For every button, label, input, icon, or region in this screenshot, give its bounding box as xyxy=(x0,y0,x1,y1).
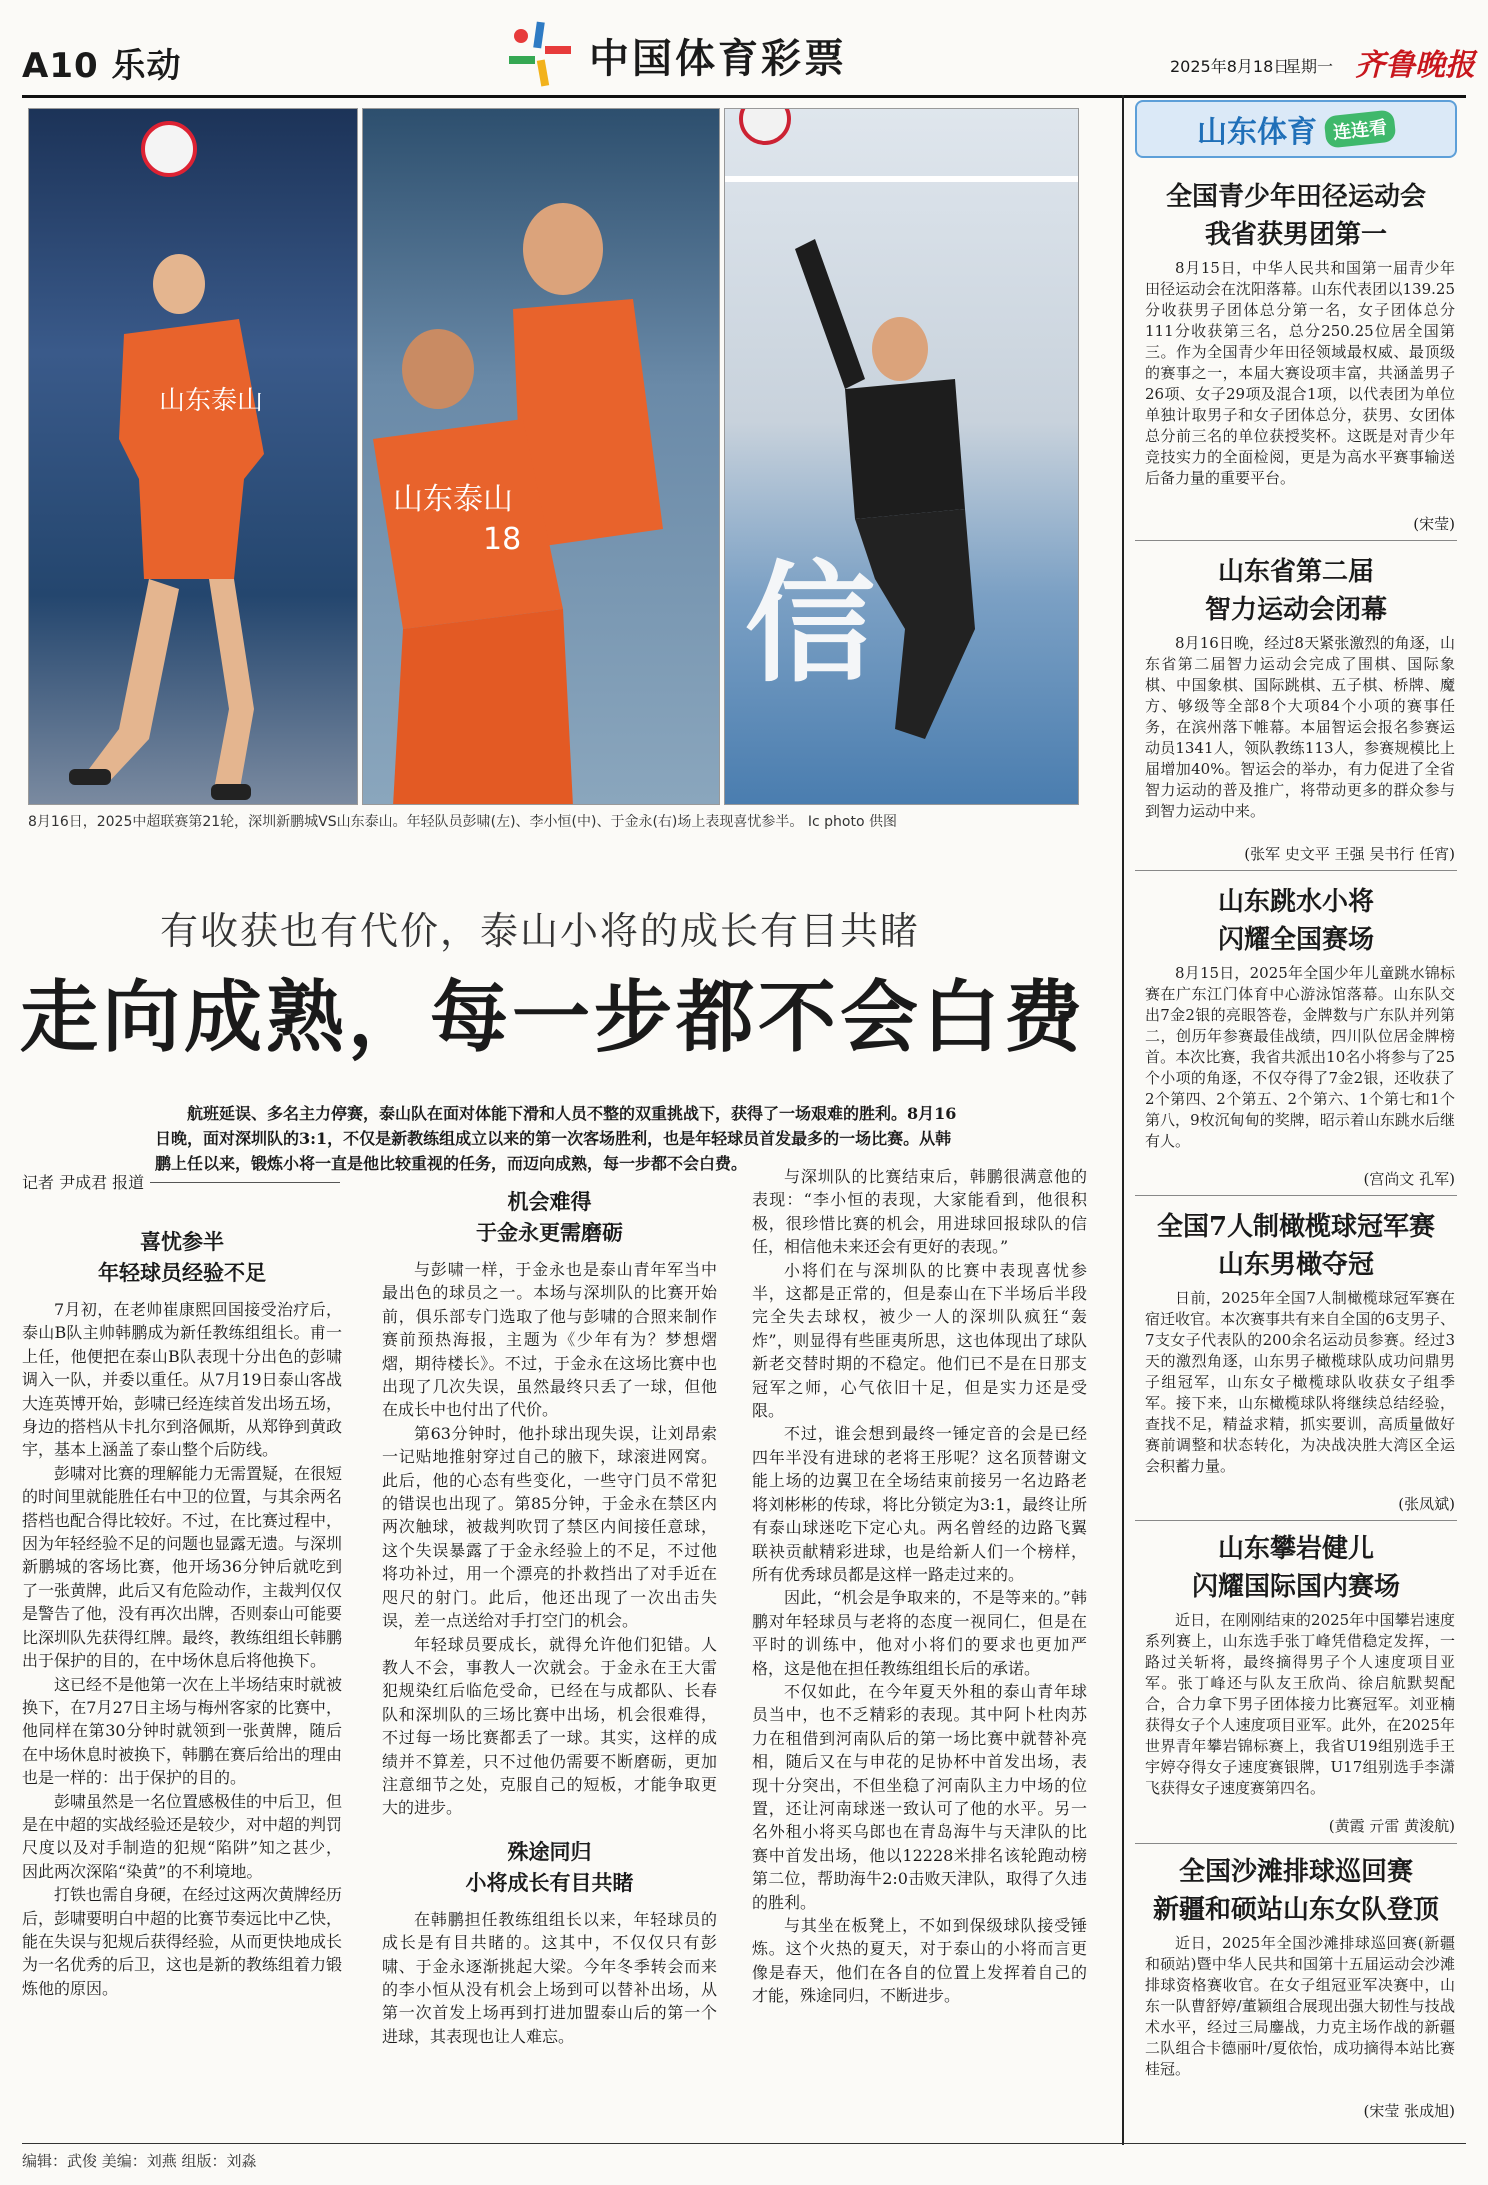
sidebar-item-body: 8月15日，2025年全国少年儿童跳水锦标赛在广东江门体育中心游泳馆落幕。山东队交出7金2银的亮眼答卷，金牌数与广东队并列第二，创历年参赛最佳战绩，四川队位居金牌榜首。本次比赛，我省共派出10名小将参与了25个小项的角逐，不仅夺得了7金2银，还收获了2个第四、2个第五、2个第六、1个第七和1个第八，9枚沉甸甸的奖牌，昭示着山东跳水后继有人。 xyxy=(1145,964,1455,1150)
paragraph: 不过，谁会想到最终一锤定音的会是已经四年半没有进球的老将王彤呢？这名顶替谢文能上场的边翼卫在全场结束前接另一名边路老将刘彬彬的传球，将比分锁定为3:1，最终让所有泰山球迷吃下定心丸。两名曾经的边路飞翼联袂贡献精彩进球，也是给新人们一个榜样，所有优秀球员都是这样一路走过来的。 xyxy=(752,1424,1087,1584)
headline-kicker: 有收获也有代价，泰山小将的成长有目共睹 xyxy=(160,909,921,953)
photo-li-xiaoheng xyxy=(362,108,720,805)
subheading-line: 于金永更需磨砺 xyxy=(476,1220,623,1245)
sidebar-item-body: 8月16日晚，经过8天紧张激烈的角逐，山东省第二届智力运动会完成了围棋、国际象棋、中国象棋、国际跳棋、五子棋、桥牌、魔方、够级等全部8个大项84个小项的赛事任务，在滨州落下帷幕。本届智运会报名参赛运动员1341人，领队教练113人，参赛规模比上届增加40%。智运会的举办，有力促进了全省智力运动的普及推广，将带动更多的群众参与到智力运动中来。 xyxy=(1145,634,1455,820)
paragraph: 不仅如此，在今年夏天外租的泰山青年球员当中，也不乏精彩的表现。其中阿卜杜肉苏力在租借到河南队后的第一场比赛中就替补亮相，随后又在与申花的足协杯中首发出场，表现十分突出，不但坐稳了河南队主力中场的位置，还让河南球迷一致认可了他的水平。另一名外租小将买乌郎也在青岛海牛与天津队的比赛中首发出场，他以12228米排名该轮跑动榜第二位，帮助海牛2:0击败天津队，取得了久违的胜利。 xyxy=(752,1681,1087,1912)
sidebar-item-title xyxy=(1135,1208,1457,1284)
photo-caption: 8月16日，2025中超联赛第21轮，深圳新鹏城VS山东泰山。年轻队员彭啸(左)、李小恒(中)、于金永(右)场上表现喜忧参半。 Ic photo 供图 xyxy=(28,814,897,830)
paragraph: 彭啸虽然是一名位置感极佳的中后卫，但是在中超的实战经验还是较少，对中超的判罚尺度以及对手制造的犯规“陷阱”知之甚少，因此两次深陷“染黄”的不利境地。 xyxy=(22,1791,343,1881)
title-line: 全国沙滩排球巡回赛 xyxy=(1178,1857,1413,1887)
stadium-board-text: 信 xyxy=(745,548,876,700)
subheading-line: 喜忧参半 xyxy=(140,1229,224,1254)
page-label: A10 乐动 xyxy=(22,46,182,86)
paragraph: 与深圳队的比赛结束后，韩鹏很满意他的表现：“李小恒的表现，大家能看到，他很积极，很珍惜比赛的机会，用进球回报球队的信任，相信他未来还会有更好的表现。” xyxy=(752,1167,1087,1257)
lottery-logo-icon xyxy=(505,20,575,90)
paragraph: 这已经不是他第一次在上半场结束时就被换下，在7月27日主场与梅州客家的比赛中，他同样在第30分钟时就领到一张黄牌，随后在中场休息时被换下，韩鹏在赛后给出的理由也是一样的：出于保护的目的。 xyxy=(22,1674,343,1788)
jersey-text: 山东泰山 xyxy=(159,386,264,416)
title-line: 我省获男团第一 xyxy=(1204,220,1387,250)
sidebar-item-title xyxy=(1135,1530,1457,1606)
sidebar-item-byline: (张凤斌) xyxy=(1398,1495,1455,1513)
sidebar-item-title xyxy=(1135,1853,1457,1929)
byline-rule xyxy=(150,1182,340,1183)
paragraph: 年轻球员要成长，就得允许他们犯错。人教人不会，事教人一次就会。于金永在王大雷犯规染红后临危受命，已经在与成都队、长春队和深圳队的三场比赛中出场，机会很难得，不过每一场比赛都丢了一球。其实，这样的成绩并不算差，只不过他仍需要不断磨砺，更加注意细节之处，克服自己的短板，才能争取更大的进步。 xyxy=(382,1634,717,1818)
editor-credits: 编辑：武俊 美编：刘燕 组版：刘淼 xyxy=(22,2152,257,2170)
sidebar-item-title xyxy=(1135,178,1457,254)
paragraph: 与彭啸一样，于金永也是泰山青年军当中最出色的球员之一。本场与深圳队的比赛开始前，俱乐部专门选取了他与彭啸的合照来制作赛前预热海报，主题为《少年有为？梦想熠熠，期待楼长》。不过，于金永在这场比赛中也出现了几次失误，虽然最终只丢了一球，但他在成长中也付出了代价。 xyxy=(382,1260,717,1420)
sidebar-item-byline: (张军 史文平 王强 吴书行 任宵) xyxy=(1244,845,1455,863)
title-line: 闪耀全国赛场 xyxy=(1217,925,1374,955)
title-line: 山东省第二届 xyxy=(1217,557,1374,587)
paragraph: 彭啸对比赛的理解能力无需置疑，在很短的时间里就能胜任右中卫的位置，与其余两名搭档也配合得比较好。不过，在比赛过程中，因为年轻经验不足的问题也显露无遗。与深圳新鹏城的客场比赛，他开场36分钟后就吃到了一张黄牌，此后又有危险动作，主裁判仅仅是警告了他，没有再次出牌，否则泰山可能要比深圳队先获得红牌。最终，教练组组长韩鹏出于保护的目的，在中场休息后将他换下。 xyxy=(22,1463,343,1671)
footer-rule xyxy=(22,2143,1466,2144)
sidebar-separator xyxy=(1135,1195,1457,1196)
subheading-line: 殊途同归 xyxy=(507,1838,592,1864)
sidebar-item-byline: (黄霞 亓雷 黄浚航) xyxy=(1328,1817,1455,1835)
title-line: 山东男橄夺冠 xyxy=(1217,1250,1374,1280)
paragraph: 与其坐在板凳上，不如到保级球队接受锤炼。这个火热的夏天，对于泰山的小将而言更像是春天，他们在各自的位置上发挥着自己的才能，殊途同归，不断进步。 xyxy=(752,1916,1087,2006)
subheading-line: 机会难得 xyxy=(507,1189,592,1214)
byline: 记者 尹成君 报道 xyxy=(22,1173,145,1192)
sidebar-separator xyxy=(1135,540,1457,541)
sidebar-banner-tag: 连连看 xyxy=(1324,109,1397,148)
title-line: 闪耀国际国内赛场 xyxy=(1191,1572,1400,1602)
subheading-line: 小将成长有目共睹 xyxy=(465,1869,634,1895)
issue-date: 2025年8月18日 xyxy=(1170,57,1290,76)
article-column-1 xyxy=(22,1220,342,2000)
sidebar-separator xyxy=(1135,1520,1457,1521)
article-column-3 xyxy=(752,1165,1087,2008)
subheading-line: 年轻球员经验不足 xyxy=(98,1260,266,1285)
sidebar-item-body: 近日，2025年全国沙滩排球巡回赛(新疆和硕站)暨中华人民共和国第十五届运动会沙滩排球资格赛收官。在女子组冠亚军决赛中，山东一队曹舒婷/董颖组合展现出强大韧性与技战术水平，经过三局鏖战，力克主场作战的新疆二队组合卡德丽叶/夏依怡，成功摘得本站比赛桂冠。 xyxy=(1145,1934,1455,2078)
title-line: 新疆和硕站山东女队登顶 xyxy=(1152,1895,1439,1925)
sidebar-divider xyxy=(1122,95,1124,2145)
jersey-number: 18 xyxy=(483,522,522,557)
article-column-2 xyxy=(382,1180,717,2048)
photo-peng-xiao xyxy=(28,108,358,805)
headline-main: 走向成熟，每一步都不会白费 xyxy=(20,972,1087,1063)
sidebar-item-body: 8月15日，中华人民共和国第一届青少年田径运动会在沈阳落幕。山东代表团以139.25分收获男子团体总分第一名，女子团体总分111分收获第三名，总分250.25位居全国第三。作为全国青少年田径领域最权威、最顶级的赛事之一，本届大赛设项丰富，共涵盖男子26项、女子29项及混合1项，以代表团为单位单独计取男子和女子团体总分，获男、女团体总分前三名的单位获授奖杯。这既是对青少年竞技实力的全面检阅，更是为高水平赛事输送后备力量的重要平台。 xyxy=(1145,259,1455,487)
title-line: 全国青少年田径运动会 xyxy=(1165,182,1426,212)
newspaper-logo: 齐鲁晚报 xyxy=(1355,48,1475,83)
sidebar-item-byline: (宫尚文 孔军) xyxy=(1363,1170,1455,1188)
sidebar-item-title xyxy=(1135,883,1457,959)
header-rule xyxy=(22,95,1466,98)
lottery-title: 中国体育彩票 xyxy=(589,35,847,82)
subheading xyxy=(382,1836,717,1898)
sidebar-banner-title: 山东体育 xyxy=(1197,115,1317,150)
sidebar-item-byline: (宋莹) xyxy=(1413,515,1455,533)
subheading xyxy=(382,1186,717,1248)
issue-weekday: 星期一 xyxy=(1285,57,1334,76)
lede: 航班延误、多名主力停赛，泰山队在面对体能下滑和人员不整的双重挑战下，获得了一场艰难的胜利。8月16日晚，面对深圳队的3:1，不仅是新教练组成立以来的第一次客场胜利，也是年轻球员首发最多的一场比赛。从韩鹏上任以来，锻炼小将一直是他比较重视的任务，而迈向成熟，每一步都不会白费。 xyxy=(155,1104,957,1173)
jersey-text: 山东泰山 xyxy=(393,482,513,517)
paragraph: 打铁也需自身硬，在经过这两次黄牌经历后，彭啸要明白中超的比赛节奏远比中乙快，能在失误与犯规后获得经验，从而更快地成长为一名优秀的后卫，这也是新的教练组着力锻炼他的原因。 xyxy=(22,1885,343,1998)
title-line: 山东跳水小将 xyxy=(1217,887,1374,917)
paragraph: 在韩鹏担任教练组组长以来，年轻球员的成长是有目共睹的。这其中，不仅仅只有彭啸、于金永逐渐挑起大梁。今年冬季转会而来的李小恒从没有机会上场到可以替补出场，从第一次首发上场再到打进加盟泰山后的第一个进球，其表现也让人难忘。 xyxy=(382,1909,717,2046)
title-line: 智力运动会闭幕 xyxy=(1204,595,1387,625)
sidebar-separator xyxy=(1135,870,1457,871)
photo-yu-jinyong xyxy=(724,108,1079,805)
title-line: 山东攀岩健儿 xyxy=(1217,1534,1374,1564)
title-line: 全国7人制橄榄球冠军赛 xyxy=(1156,1212,1436,1242)
paragraph: 第63分钟时，他扑球出现失误，让刘昂索一记贴地推射穿过自己的腋下，球滚进网窝。此后，他的心态有些变化，一些守门员不常犯的错误也出现了。第85分钟，于金永在禁区内两次触球，被裁判吹罚了禁区内间接任意球，这个失误暴露了于金永经验上的不足，不过他将功补过，用一个漂亮的扑救挡出了对手近在咫尺的射门。此后，他还出现了一次出击失误，差一点送给对手打空门的机会。 xyxy=(382,1423,717,1631)
paragraph: 7月初，在老帅崔康熙回国接受治疗后，泰山B队主帅韩鹏成为新任教练组组长。甫一上任，他便把在泰山B队表现十分出色的彭啸调入一队，并委以重任。从7月19日泰山客战大连英博开始，彭啸已经连续首发出场五场，身边的搭档从卡扎尔到洛佩斯，从郑铮到黄政宇，基本上涵盖了泰山整个后防线。 xyxy=(22,1300,343,1460)
sidebar-banner xyxy=(1135,100,1457,158)
sidebar-item-byline: (宋莹 张成旭) xyxy=(1363,2102,1455,2120)
sidebar-item-body: 日前，2025年全国7人制橄榄球冠军赛在宿迁收官。本次赛事共有来自全国的6支男子、7支女子代表队的200余名运动员参赛。经过3天的激烈角逐，山东男子橄榄球队成功问鼎男子组冠军，山东女子橄榄球队收获女子组季军。接下来，山东橄榄球队将继续总结经验，查找不足，精益求精，抓实要训，高质量做好赛前调整和状态转化，为决战决胜大湾区全运会积蓄力量。 xyxy=(1145,1289,1455,1475)
sidebar-separator xyxy=(1135,1843,1457,1844)
sidebar-item-body: 近日，在刚刚结束的2025年中国攀岩速度系列赛上，山东选手张丁峰凭借稳定发挥，一路过关斩将，最终摘得男子个人速度项目亚军。张丁峰还与队友王欣尚、徐启航默契配合，合力拿下男子团体接力比赛冠军。刘亚楠获得女子个人速度项目亚军。此外，在2025年世界青年攀岩锦标赛上，我省U19组别选手王宇婷夺得女子速度赛银牌，U17组别选手李潇飞获得女子速度赛第四名。 xyxy=(1145,1611,1455,1797)
sidebar-item-title xyxy=(1135,553,1457,629)
paragraph: 因此，“机会是争取来的，不是等来的。”韩鹏对年轻球员与老将的态度一视同仁，但是在平时的训练中，他对小将们的要求也更加严格，这是他在担任教练组组长后的承诺。 xyxy=(752,1588,1087,1678)
paragraph: 小将们在与深圳队的比赛中表现喜忧参半，这都是正常的，但是泰山在下半场后半段完全失去球权，被少一人的深圳队疯狂“轰炸”，则显得有些匪夷所思，这也体现出了球队新老交替时期的不稳定。他们已不是在日那支冠军之师，心气依旧十足，但是实力还是受限。 xyxy=(752,1260,1087,1421)
subheading xyxy=(22,1226,342,1288)
lottery-banner xyxy=(505,20,925,90)
